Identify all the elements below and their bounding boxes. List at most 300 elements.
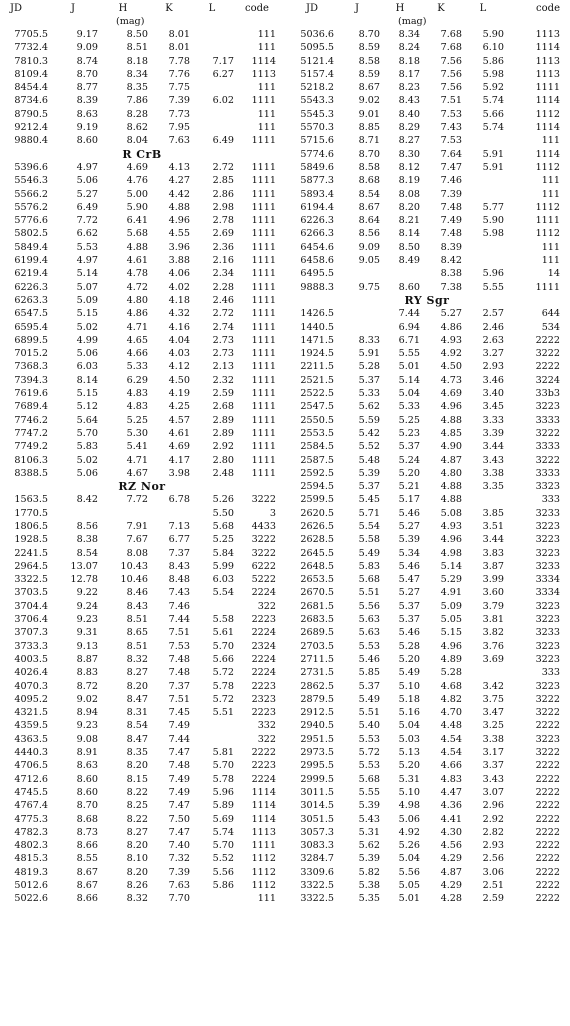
cell-k: 7.44: [168, 733, 190, 745]
cell-l: 5.50: [212, 507, 234, 519]
cell-code: 2222: [535, 361, 560, 373]
cell-l: 5.90: [482, 29, 504, 40]
cell-h: 4.83: [126, 401, 148, 413]
cell-k: 4.70: [440, 707, 462, 719]
cell-code: 1111: [251, 348, 276, 360]
cell-j: 5.53: [358, 640, 380, 652]
cell-l: [462, 174, 504, 187]
table-row: [4, 533, 280, 546]
cell-h: 8.24: [398, 42, 420, 54]
cell-l: 5.98: [482, 68, 504, 80]
cell-h: 5.39: [398, 534, 420, 546]
cell-jd: 4815.3: [14, 853, 48, 865]
cell-jd: 5849.6: [300, 161, 334, 173]
table-row: [4, 733, 280, 746]
cell-k: 4.88: [168, 201, 190, 213]
cell-j: 5.85: [358, 667, 380, 679]
cell-k: 4.96: [168, 215, 190, 227]
cell-j: 8.68: [76, 813, 98, 825]
cell-l: 5.96: [212, 786, 234, 798]
cell-code: 2224: [251, 587, 276, 599]
cell-jd: 8109.4: [14, 68, 48, 80]
cell-jd: 2584.5: [300, 441, 334, 453]
cell-code: 644: [541, 308, 560, 320]
cell-l: 5.68: [212, 520, 234, 532]
cell-h: 4.71: [126, 454, 148, 466]
cell-jd: 2587.5: [300, 454, 334, 466]
cell-jd: 4712.6: [14, 773, 48, 785]
table-row: [290, 507, 564, 520]
table-row: [290, 241, 564, 254]
cell-l: 3.51: [482, 520, 504, 532]
table-row: [4, 400, 280, 413]
cell-h: 8.28: [126, 108, 148, 120]
cell-k: 5.08: [440, 507, 462, 519]
cell-l: 2.51: [482, 880, 504, 891]
header-k: K: [165, 3, 173, 14]
cell-l: 5.72: [212, 667, 234, 679]
cell-l: 5.96: [482, 268, 504, 280]
cell-jd: 4095.2: [14, 693, 48, 705]
cell-k: 7.48: [440, 201, 462, 213]
cell-h: 4.72: [126, 281, 148, 293]
cell-j: 5.51: [358, 587, 380, 599]
cell-jd: 7394.3: [14, 374, 48, 386]
cell-j: 5.52: [358, 441, 380, 453]
cell-k: 4.93: [440, 520, 462, 532]
cell-l: 5.78: [212, 773, 234, 785]
cell-k: 7.48: [168, 667, 190, 679]
cell-k: 7.51: [168, 627, 190, 639]
cell-l: 2.34: [212, 268, 234, 280]
cell-jd: 8734.6: [14, 95, 48, 107]
cell-code: 3333: [535, 467, 560, 479]
cell-code: 2224: [251, 773, 276, 785]
cell-code: 3222: [535, 693, 560, 705]
cell-h: 5.33: [126, 361, 148, 373]
table-row: [290, 161, 564, 174]
cell-l: 3.40: [482, 388, 504, 400]
cell-j: 9.17: [76, 29, 98, 40]
cell-k: 7.48: [168, 760, 190, 772]
cell-h: 5.10: [398, 786, 420, 798]
cell-j: 5.09: [76, 294, 98, 306]
cell-j: 5.37: [358, 374, 380, 386]
cell-jd: 2592.5: [300, 467, 334, 479]
cell-j: 5.51: [358, 707, 380, 719]
cell-j: 5.68: [358, 773, 380, 785]
table-row: [290, 68, 564, 81]
cell-h: 8.20: [126, 866, 148, 878]
cell-k: 4.96: [440, 534, 462, 546]
header-row: [4, 2, 280, 15]
cell-k: 4.06: [168, 268, 190, 280]
cell-j: 5.48: [358, 454, 380, 466]
cell-code: 1111: [251, 161, 276, 173]
cell-j: 5.56: [358, 600, 380, 612]
cell-jd: 3706.4: [14, 614, 48, 626]
cell-h: 4.65: [126, 334, 148, 346]
cell-k: 4.90: [440, 441, 462, 453]
table-row: [290, 81, 564, 94]
cell-j: 5.02: [76, 321, 98, 333]
cell-jd: 8790.5: [14, 108, 48, 120]
cell-k: 4.89: [440, 653, 462, 665]
section-header-row: [4, 148, 280, 161]
cell-h: 8.50: [126, 29, 148, 40]
cell-jd: 1770.5: [14, 507, 48, 519]
cell-jd: 8106.3: [14, 454, 48, 466]
cell-jd: 2553.5: [300, 427, 334, 439]
table-row: [4, 626, 280, 639]
cell-l: [462, 134, 504, 147]
section-header-row: [4, 480, 280, 493]
cell-jd: 2620.5: [300, 507, 334, 519]
cell-j: 9.31: [76, 627, 98, 639]
cell-k: 3.88: [168, 255, 190, 267]
cell-k: 4.02: [168, 281, 190, 293]
cell-l: [190, 121, 234, 134]
cell-l: [190, 41, 234, 54]
table-row: [290, 759, 564, 772]
cell-code: 1112: [251, 853, 276, 865]
cell-j: 8.58: [358, 161, 380, 173]
cell-jd: 1440.5: [300, 321, 334, 333]
table-row: [4, 321, 280, 334]
cell-code: 322: [257, 733, 276, 745]
cell-code: 2222: [535, 773, 560, 785]
cell-h: 8.20: [398, 201, 420, 213]
cell-h: 8.34: [398, 29, 420, 40]
cell-l: 2.93: [482, 361, 504, 373]
cell-h: 8.20: [126, 680, 148, 692]
cell-j: 8.68: [358, 175, 380, 187]
cell-k: 5.15: [440, 627, 462, 639]
table-row: [290, 866, 564, 879]
cell-jd: 4745.5: [14, 786, 48, 798]
cell-h: 5.34: [398, 547, 420, 559]
cell-l: 2.89: [212, 414, 234, 426]
cell-h: 5.37: [398, 600, 420, 612]
cell-l: 6.10: [482, 42, 504, 54]
cell-h: 8.18: [398, 55, 420, 67]
cell-j: 5.06: [76, 175, 98, 187]
cell-jd: 2940.5: [300, 720, 334, 732]
cell-jd: 4706.5: [14, 760, 48, 772]
table-row: [4, 68, 280, 81]
cell-code: 1111: [251, 388, 276, 400]
cell-j: 8.38: [76, 534, 98, 546]
cell-l: 5.56: [212, 866, 234, 878]
cell-j: 5.02: [76, 454, 98, 466]
cell-h: 4.78: [126, 268, 148, 280]
star-name: RZ Nor: [118, 480, 166, 494]
cell-k: 4.88: [440, 414, 462, 426]
cell-k: 5.27: [440, 308, 462, 320]
cell-h: 10.43: [120, 560, 148, 572]
table-row: [290, 573, 564, 586]
table-row: [290, 826, 564, 839]
cell-jd: 1563.5: [14, 494, 48, 506]
table-row: [4, 227, 280, 240]
cell-jd: 5012.6: [14, 880, 48, 891]
cell-code: 1114: [251, 786, 276, 798]
cell-h: 5.56: [398, 866, 420, 878]
cell-h: 5.04: [398, 388, 420, 400]
table-row: [4, 360, 280, 373]
table-row: [4, 693, 280, 706]
cell-h: 8.08: [398, 188, 420, 200]
cell-l: [462, 254, 504, 267]
cell-code: 2222: [535, 893, 560, 905]
cell-k: 4.18: [168, 294, 190, 306]
cell-h: 8.27: [398, 135, 420, 147]
cell-l: 2.69: [212, 228, 234, 240]
table-row: [4, 507, 280, 520]
cell-jd: 5545.3: [300, 108, 334, 120]
cell-j: 8.63: [76, 108, 98, 120]
cell-l: [190, 719, 234, 732]
cell-l: 5.77: [482, 201, 504, 213]
cell-h: 7.72: [126, 494, 148, 506]
cell-k: 4.54: [440, 733, 462, 745]
cell-j: 5.49: [358, 547, 380, 559]
cell-jd: 3707.3: [14, 627, 48, 639]
cell-l: 2.59: [212, 388, 234, 400]
cell-k: 7.48: [168, 653, 190, 665]
cell-j: 8.85: [358, 122, 380, 134]
cell-h: 5.41: [126, 441, 148, 453]
cell-j: 4.99: [76, 334, 98, 346]
cell-code: 1111: [251, 427, 276, 439]
cell-code: 2224: [251, 667, 276, 679]
cell-k: 4.96: [440, 640, 462, 652]
cell-code: 1111: [251, 241, 276, 253]
cell-j: 6.03: [76, 361, 98, 373]
cell-h: 8.10: [126, 853, 148, 865]
cell-l: 5.69: [212, 813, 234, 825]
cell-k: 4.50: [440, 361, 462, 373]
cell-l: 3.76: [482, 640, 504, 652]
cell-l: 3.35: [482, 481, 504, 493]
cell-k: 4.03: [168, 348, 190, 360]
cell-j: 8.73: [76, 826, 98, 838]
cell-h: 8.26: [126, 880, 148, 891]
cell-k: 7.32: [168, 853, 190, 865]
cell-j: 9.05: [358, 255, 380, 267]
cell-jd: 3051.5: [300, 813, 334, 825]
table-row: [290, 626, 564, 639]
table-row: [4, 281, 280, 294]
cell-code: 1112: [535, 108, 560, 120]
cell-h: 4.88: [126, 241, 148, 253]
cell-jd: 2670.5: [300, 587, 334, 599]
cell-k: 4.85: [440, 427, 462, 439]
cell-jd: 5022.6: [14, 893, 48, 905]
cell-l: 2.56: [482, 853, 504, 865]
cell-l: 3.44: [482, 534, 504, 546]
cell-k: 8.42: [440, 255, 462, 267]
cell-k: [148, 507, 190, 520]
cell-code: 1112: [251, 880, 276, 891]
table-row: [4, 267, 280, 280]
cell-code: 3334: [535, 574, 560, 586]
cell-code: 3222: [535, 427, 560, 439]
table-row: [4, 560, 280, 573]
cell-h: 8.43: [398, 95, 420, 107]
cell-k: 4.87: [440, 454, 462, 466]
cell-jd: 2522.5: [300, 388, 334, 400]
table-row: [290, 813, 564, 826]
cell-jd: 2211.5: [300, 361, 334, 373]
table-row: [290, 174, 564, 187]
star-name: R CrB: [122, 147, 162, 161]
cell-jd: 2594.5: [300, 481, 334, 493]
cell-h: 8.65: [126, 627, 148, 639]
cell-k: 7.39: [440, 188, 462, 200]
cell-jd: 7705.5: [14, 29, 48, 40]
cell-code: 3224: [535, 374, 560, 386]
right-column: [290, 2, 564, 906]
cell-jd: 6226.3: [14, 281, 48, 293]
cell-h: 8.23: [398, 82, 420, 94]
cell-h: 5.01: [398, 361, 420, 373]
cell-h: 5.46: [398, 560, 420, 572]
cell-j: 5.38: [358, 880, 380, 891]
cell-k: 7.48: [440, 228, 462, 240]
cell-k: 7.56: [440, 55, 462, 67]
cell-k: 4.88: [440, 481, 462, 493]
cell-j: 9.19: [76, 122, 98, 134]
cell-l: [462, 188, 504, 201]
cell-l: 6.03: [212, 574, 234, 586]
cell-l: 3.81: [482, 614, 504, 626]
cell-code: 4433: [251, 520, 276, 532]
cell-k: 4.92: [440, 348, 462, 360]
cell-h: 5.21: [398, 481, 420, 493]
cell-h: 8.25: [126, 800, 148, 812]
cell-k: 8.43: [168, 560, 190, 572]
table-row: [4, 254, 280, 267]
cell-jd: 2547.5: [300, 401, 334, 413]
cell-h: 5.00: [126, 188, 148, 200]
cell-l: [462, 666, 504, 679]
cell-code: 111: [257, 82, 276, 94]
cell-k: 7.47: [168, 800, 190, 812]
cell-jd: 2879.5: [300, 693, 334, 705]
cell-j: 6.49: [76, 201, 98, 213]
cell-k: 7.63: [168, 135, 190, 147]
cell-h: 8.35: [126, 747, 148, 759]
cell-jd: 5546.3: [14, 175, 48, 187]
cell-code: 1112: [535, 201, 560, 213]
cell-l: 5.54: [212, 587, 234, 599]
cell-k: 7.38: [440, 281, 462, 293]
cell-code: 1111: [535, 82, 560, 94]
cell-l: 2.98: [212, 201, 234, 213]
cell-l: 3.42: [482, 680, 504, 692]
cell-code: 1111: [251, 401, 276, 413]
photometry-table-right: [290, 2, 564, 906]
cell-jd: 5849.4: [14, 241, 48, 253]
cell-code: 2222: [535, 840, 560, 852]
cell-j: 5.72: [358, 747, 380, 759]
cell-j: 5.28: [358, 361, 380, 373]
cell-l: 5.98: [482, 228, 504, 240]
cell-jd: 3322.5: [300, 880, 334, 891]
cell-l: 2.36: [212, 241, 234, 253]
cell-l: 2.72: [212, 308, 234, 320]
cell-code: 1111: [251, 321, 276, 333]
cell-l: 5.90: [482, 215, 504, 227]
cell-l: 3.17: [482, 747, 504, 759]
cell-code: 3333: [535, 441, 560, 453]
cell-k: 4.13: [168, 161, 190, 173]
cell-l: 3.37: [482, 760, 504, 772]
table-row: [290, 347, 564, 360]
cell-jd: 4026.4: [14, 667, 48, 679]
cell-jd: 3733.3: [14, 640, 48, 652]
cell-jd: 5121.4: [300, 55, 334, 67]
cell-code: 1111: [251, 441, 276, 453]
cell-k: 4.56: [440, 840, 462, 852]
table-row: [290, 493, 564, 506]
cell-l: 2.46: [212, 294, 234, 306]
table-row: [4, 387, 280, 400]
cell-code: 111: [257, 893, 276, 905]
cell-h: 8.40: [398, 108, 420, 120]
cell-j: 8.66: [76, 840, 98, 852]
table-row: [4, 892, 280, 905]
table-row: [290, 680, 564, 693]
cell-k: 4.61: [168, 427, 190, 439]
unit-row: [290, 15, 564, 28]
cell-code: 1111: [251, 228, 276, 240]
cell-code: 1111: [251, 334, 276, 346]
table-row: [290, 281, 564, 294]
cell-code: 1111: [251, 467, 276, 479]
cell-h: 5.17: [398, 494, 420, 506]
cell-l: 5.84: [212, 547, 234, 559]
cell-k: 7.46: [168, 600, 190, 612]
cell-l: 3.82: [482, 627, 504, 639]
header-row: [290, 2, 564, 15]
cell-code: 332: [257, 720, 276, 732]
cell-l: 3.85: [482, 507, 504, 519]
cell-k: 7.47: [168, 826, 190, 838]
cell-l: 5.70: [212, 760, 234, 772]
cell-j: 5.63: [358, 627, 380, 639]
cell-code: 3222: [535, 454, 560, 466]
cell-h: 5.49: [398, 667, 420, 679]
cell-jd: 6194.4: [300, 201, 334, 213]
cell-j: 5.39: [358, 800, 380, 812]
cell-jd: 3083.3: [300, 840, 334, 852]
cell-code: 111: [257, 108, 276, 120]
cell-code: 3223: [535, 733, 560, 745]
cell-k: 7.53: [440, 135, 462, 147]
table-row: [290, 454, 564, 467]
cell-h: 5.47: [398, 574, 420, 586]
cell-k: 8.38: [440, 268, 462, 280]
cell-code: 1111: [251, 414, 276, 426]
cell-code: 1111: [251, 135, 276, 147]
cell-h: 5.20: [398, 653, 420, 665]
cell-k: 7.46: [440, 175, 462, 187]
cell-j: 5.70: [76, 427, 98, 439]
cell-j: 8.33: [358, 334, 380, 346]
cell-l: 3.06: [482, 866, 504, 878]
